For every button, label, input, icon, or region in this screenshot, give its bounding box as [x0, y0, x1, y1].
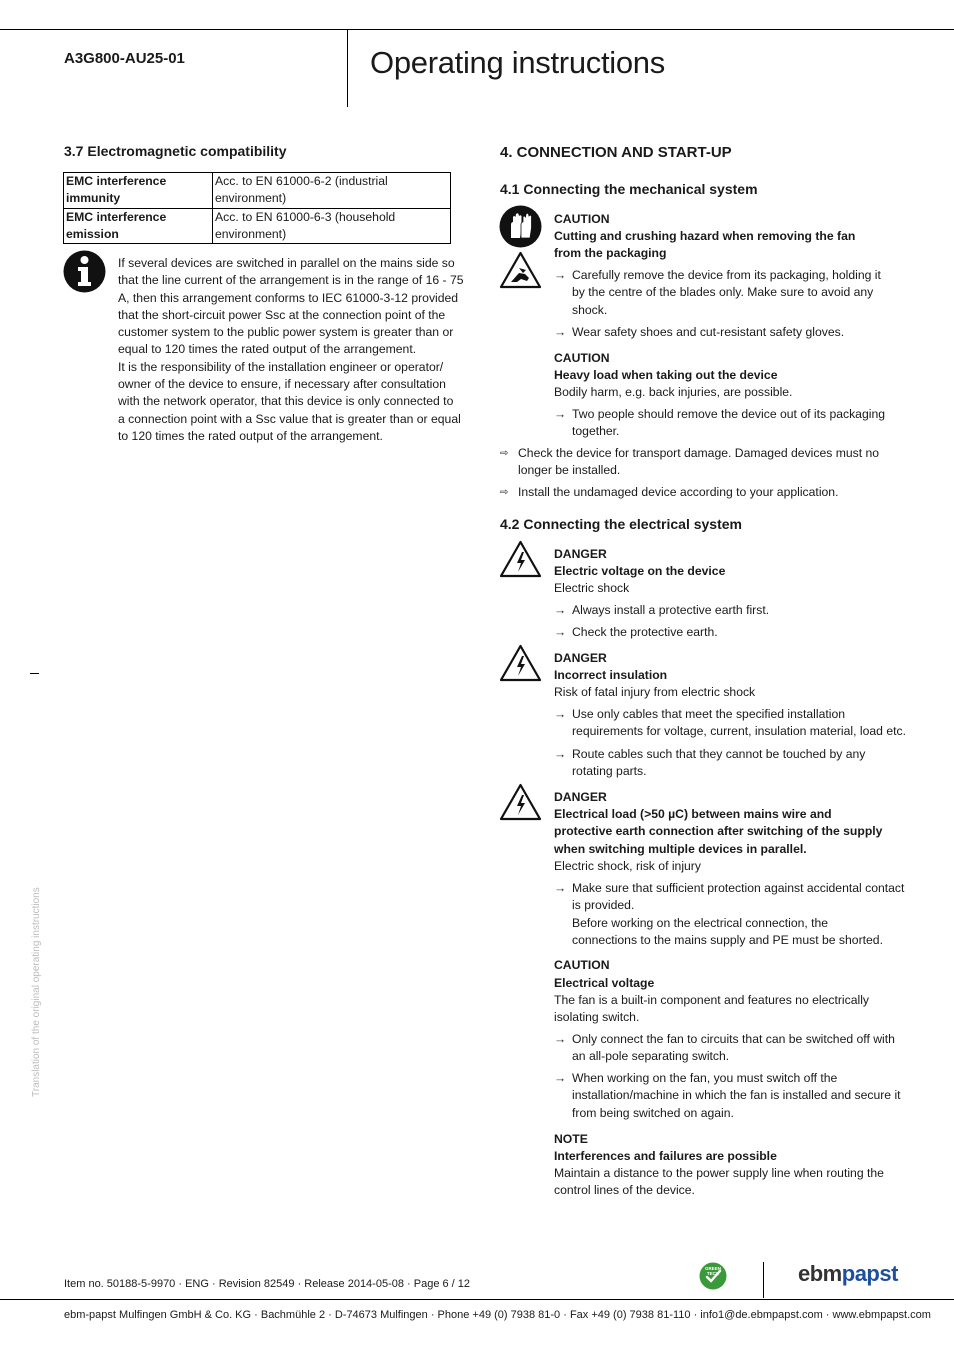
instruction-step — [554, 324, 845, 341]
text-line: longer be installed. — [518, 463, 621, 478]
text-line: Wear safety shoes and cut-resistant safety gloves. — [572, 325, 845, 339]
page-title: Operating instructions — [370, 45, 665, 80]
side-note: Translation of the original operating instructions — [31, 887, 42, 1097]
electric-voltage-warning-icon — [499, 540, 542, 578]
arrow-icon: → — [554, 881, 567, 895]
cell-text: EMC interference — [66, 209, 167, 224]
text-line: with the network operator, that this device is only connected to — [118, 394, 454, 409]
footer-item-line: Item no. 50188-5-9970 · ENG · Revision 82549 · Release 2014-05-08 · Page 6 / 12 — [64, 1278, 471, 1290]
caution-title: Electrical voltage — [554, 976, 655, 990]
footer-divider — [763, 1262, 764, 1298]
cell-text: Acc. to EN 61000-6-3 (household — [215, 209, 396, 224]
electric-voltage-warning-icon — [499, 644, 542, 682]
arrow-icon: → — [554, 325, 567, 339]
text-line: Make sure that sufficient protection against accidental contact — [572, 881, 905, 895]
text-line: When working on the fan, you must switch off the — [572, 1071, 838, 1085]
footer-company-line: ebm-papst Mulfingen GmbH & Co. KG · Bachmühle 2 · D-74673 Mulfingen · Phone +49 (0) 7938 81-0 · Fax +49 (0) 7938 81-110 · info1@de.ebmpapst.com · www.ebmpapst.com — [64, 1309, 931, 1321]
note-label: NOTE — [554, 1132, 588, 1146]
caution-text: Bodily harm, e.g. back injuries, are possible. — [554, 385, 793, 399]
arrow-icon: → — [554, 603, 567, 617]
arrow-icon: → — [554, 407, 567, 421]
cell-text: immunity — [66, 191, 121, 206]
text-line: installation/machine in which the fan is installed and secure it — [572, 1088, 901, 1103]
hand-crush-warning-icon — [499, 251, 542, 289]
instruction-step — [554, 406, 886, 441]
document-id: A3G800-AU25-01 — [64, 50, 185, 67]
fold-mark — [30, 673, 39, 674]
text-line: Electrical load (>50 µC) between mains wire and — [554, 807, 832, 821]
emc-row-value — [213, 173, 451, 209]
text-line: Route cables such that they cannot be touched by any — [572, 747, 866, 761]
danger-label: DANGER — [554, 790, 607, 804]
note-title: Interferences and failures are possible — [554, 1149, 777, 1163]
text-line: Two people should remove the device out of its packaging — [572, 407, 886, 421]
emc-row-label — [64, 173, 213, 209]
text-line: to 120 times the rated output of the arrangement. — [118, 428, 383, 443]
text-line: owner of the device to ensure, if necessary after consultation — [118, 377, 446, 392]
text-line: rotating parts. — [572, 764, 647, 779]
note-text — [554, 1165, 884, 1200]
cell-text: Acc. to EN 61000-6-2 (industrial — [215, 174, 388, 188]
text-line: Cutting and crushing hazard when removing the fan — [554, 229, 856, 243]
text-line: It is the responsibility of the installation engineer or operator/ — [118, 359, 444, 374]
text-line: customer system to the public power system is greater than or — [118, 325, 454, 340]
instruction-step — [554, 1070, 901, 1122]
caution-title — [554, 228, 855, 263]
info-paragraph — [118, 255, 464, 445]
header-top-rule — [0, 29, 954, 30]
info-icon — [63, 250, 106, 293]
instruction-step — [554, 1031, 895, 1066]
danger-text: Electric shock — [554, 581, 630, 595]
text-line: an all-pole separating switch. — [572, 1049, 730, 1064]
badge-text: GREEN — [704, 1266, 721, 1271]
danger-title: Electric voltage on the device — [554, 564, 726, 578]
text-line: Only connect the fan to circuits that can be switched off with — [572, 1032, 895, 1046]
danger-text: Electric shock, risk of injury — [554, 859, 701, 873]
instruction-step — [554, 267, 881, 319]
danger-label: DANGER — [554, 651, 607, 665]
text-line: isolating switch. — [554, 1010, 640, 1025]
emc-row-value — [213, 208, 451, 244]
cell-text: environment) — [215, 191, 287, 206]
text-line: connections to the mains supply and PE must be shorted. — [572, 932, 883, 947]
instruction-step — [554, 602, 770, 619]
text-line: Carefully remove the device from its packaging, holding it — [572, 268, 881, 282]
caution-text — [554, 992, 869, 1027]
emc-row-label — [64, 208, 213, 244]
text-line: Check the device for transport damage. Damaged devices must no — [518, 446, 880, 460]
header-divider — [347, 29, 348, 107]
check-arrow-icon: ⇨ — [500, 448, 509, 459]
arrow-icon: → — [554, 1071, 567, 1085]
text-line: equal to 120 times the rated output of the arrangement. — [118, 342, 417, 357]
brand-part: ebm — [798, 1261, 842, 1286]
text-line: that the short-circuit power Ssc at the connection point of the — [118, 307, 446, 322]
caution-label: CAUTION — [554, 958, 610, 972]
table-row — [64, 208, 451, 244]
badge-text: TECH — [706, 1271, 720, 1276]
text-line: Maintain a distance to the power supply line when routing the — [554, 1166, 884, 1180]
danger-label: DANGER — [554, 547, 607, 561]
text-line: when switching multiple devices in parallel. — [554, 841, 807, 856]
text-line: Use only cables that meet the specified installation — [572, 707, 846, 721]
subsection-heading-electrical: 4.2 Connecting the electrical system — [500, 516, 742, 532]
electric-voltage-warning-icon — [499, 783, 542, 821]
green-tech-check-icon — [699, 1262, 727, 1290]
danger-title: Incorrect insulation — [554, 668, 668, 682]
section-heading-connection: 4. CONNECTION AND START-UP — [500, 144, 732, 161]
caution-title: Heavy load when taking out the device — [554, 368, 778, 382]
danger-title — [554, 806, 882, 858]
text-line: Check the protective earth. — [572, 625, 718, 639]
text-line: by the centre of the blades only. Make sure to avoid any — [572, 285, 874, 300]
brand-part: papst — [841, 1261, 898, 1286]
text-line: a connection point with a Ssc value that is greater than or equal — [118, 411, 461, 426]
text-line: If several devices are switched in parallel on the mains side so — [118, 256, 455, 270]
gloves-icon — [499, 205, 542, 248]
emc-table — [63, 172, 451, 244]
table-row — [64, 173, 451, 209]
caution-label: CAUTION — [554, 212, 610, 226]
text-line: from being switched on again. — [572, 1105, 734, 1120]
text-line: Always install a protective earth first. — [572, 603, 770, 617]
text-line: control lines of the device. — [554, 1183, 695, 1198]
cell-text: emission — [66, 226, 119, 241]
instruction-step — [554, 880, 905, 949]
arrow-icon: → — [554, 707, 567, 721]
instruction-step — [554, 746, 866, 781]
check-step — [500, 484, 839, 501]
check-arrow-icon: ⇨ — [500, 487, 509, 498]
text-line: A, then this arrangement conforms to IEC 61000-3-12 provided — [118, 290, 459, 305]
text-line: from the packaging — [554, 246, 667, 261]
text-line: is provided. — [572, 898, 635, 913]
caution-label: CAUTION — [554, 351, 610, 365]
arrow-icon: → — [554, 747, 567, 761]
text-line: together. — [572, 424, 620, 439]
check-step — [500, 445, 880, 480]
text-line: shock. — [572, 302, 608, 317]
text-line: The fan is a built-in component and features no electrically — [554, 993, 870, 1007]
subsection-heading-mechanical: 4.1 Connecting the mechanical system — [500, 181, 758, 197]
cell-text: EMC interference — [66, 174, 167, 188]
text-line: requirements for voltage, current, insulation material, load etc. — [572, 724, 906, 739]
instruction-step — [554, 624, 718, 641]
brand-logo — [798, 1261, 898, 1287]
text-line: that the line current of the arrangement is in the range of 16 - 75 — [118, 273, 464, 288]
arrow-icon: → — [554, 268, 567, 282]
cell-text: environment) — [215, 226, 287, 241]
text-line: Install the undamaged device according to your application. — [518, 485, 839, 499]
section-heading-emc: 3.7 Electromagnetic compatibility — [64, 143, 287, 159]
arrow-icon: → — [554, 1032, 567, 1046]
text-line: Before working on the electrical connection, the — [572, 915, 829, 930]
text-line: protective earth connection after switching of the supply — [554, 824, 883, 839]
footer-rule — [0, 1299, 954, 1300]
danger-text: Risk of fatal injury from electric shock — [554, 685, 756, 699]
arrow-icon: → — [554, 625, 567, 639]
instruction-step — [554, 706, 906, 741]
